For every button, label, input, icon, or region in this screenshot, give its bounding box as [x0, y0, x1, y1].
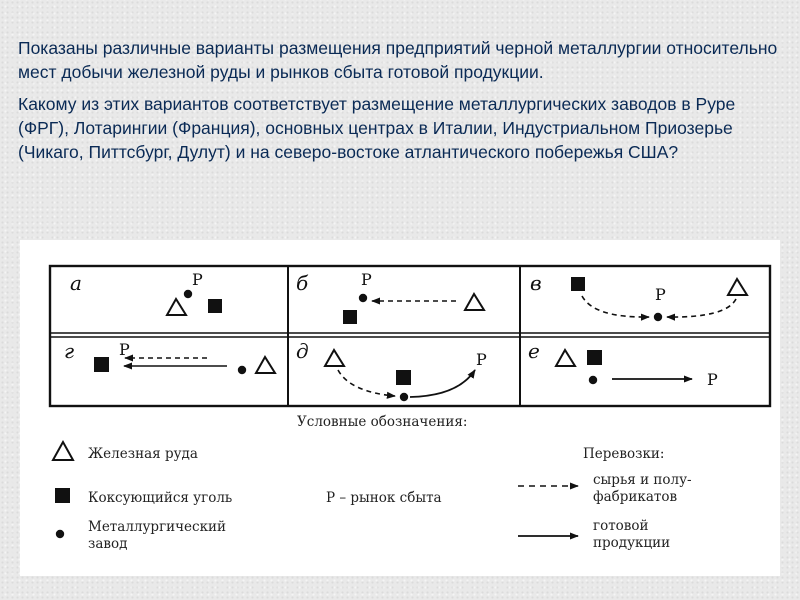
- scheme-d-market: Р: [476, 350, 487, 369]
- legend-iron-ore-icon: [53, 442, 73, 460]
- scheme-d-iron-ore: [325, 350, 344, 366]
- scheme-v-plant: [654, 313, 662, 321]
- scheme-a-coking-coal: [208, 299, 222, 313]
- scheme-v: [530, 271, 747, 321]
- legend-title: Условные обозначения:: [297, 414, 468, 430]
- scheme-g: [64, 339, 275, 374]
- scheme-v-raw-arrow-from-coal: [582, 296, 649, 317]
- scheme-b: [296, 270, 484, 324]
- scheme-a-letter: а: [70, 271, 82, 295]
- scheme-e-iron-ore: [556, 350, 575, 366]
- scheme-e-coking-coal: [587, 350, 602, 365]
- scheme-v-coking-coal: [571, 277, 585, 291]
- scheme-v-iron-ore: [728, 279, 747, 295]
- scheme-g-coking-coal: [94, 357, 109, 372]
- scheme-b-coking-coal: [343, 310, 357, 324]
- scheme-b-letter: б: [296, 271, 309, 295]
- scheme-a-market: Р: [192, 270, 203, 289]
- legend-plant-icon: [56, 530, 64, 538]
- scheme-e: [528, 339, 718, 389]
- legend-coking-coal-icon: [55, 488, 70, 503]
- scheme-d: [296, 339, 487, 401]
- question-paragraph-1: Показаны различные варианты размещения предприятий черной металлургии относительно мест добычи железной руды и рынков сбыта готовой продукции.: [18, 38, 778, 82]
- scheme-d-plant: [400, 393, 408, 401]
- scheme-e-letter: е: [528, 339, 540, 363]
- legend-product-label-line2: продукции: [593, 535, 671, 551]
- legend-coking-coal-label: Коксующийся уголь: [88, 490, 233, 506]
- scheme-e-plant: [589, 376, 597, 384]
- scheme-a: [70, 270, 222, 315]
- scheme-v-market: Р: [655, 285, 666, 304]
- scheme-b-iron-ore: [465, 294, 484, 310]
- legend-transport-title: Перевозки:: [583, 446, 665, 462]
- scheme-e-market: Р: [707, 370, 718, 389]
- scheme-a-plant: [184, 290, 192, 298]
- scheme-d-coking-coal: [396, 370, 411, 385]
- legend-raw-material-label-line1: сырья и полу-: [593, 472, 692, 488]
- scheme-v-letter: в: [530, 271, 542, 295]
- scheme-g-letter: г: [64, 339, 75, 363]
- legend-plant-label-line2: завод: [88, 536, 128, 552]
- legend: [53, 414, 692, 552]
- legend-iron-ore-label: Железная руда: [88, 446, 198, 462]
- scheme-d-product-arrow: [410, 370, 475, 397]
- legend-product-label-line1: готовой: [593, 518, 649, 534]
- scheme-g-market: Р: [119, 340, 130, 359]
- diagram-figure: [20, 240, 780, 576]
- legend-raw-material-label-line2: фабрикатов: [593, 489, 678, 505]
- legend-market-label: Р – рынок сбыта: [326, 490, 442, 506]
- legend-plant-label-line1: Металлургический: [88, 519, 227, 535]
- question-paragraph-2: Какому из этих вариантов соответствует размещение металлургических заводов в Руре (ФРГ), Лотарингии (Франция), основных центрах в Италии, Индустриальном Приозерье (Чикаго, Питтсбург, Дулут) и на северо-востоке атлантического побережья США?: [18, 94, 736, 162]
- scheme-b-market: Р: [361, 270, 372, 289]
- scheme-g-iron-ore: [256, 357, 275, 373]
- scheme-b-plant: [359, 294, 367, 302]
- scheme-d-letter: д: [296, 339, 309, 363]
- scheme-d-raw-material-arrow: [338, 370, 395, 396]
- question-text: [18, 36, 788, 172]
- scheme-a-iron-ore: [167, 299, 186, 315]
- scheme-g-plant: [238, 366, 246, 374]
- scheme-v-raw-arrow-from-ore: [667, 299, 736, 317]
